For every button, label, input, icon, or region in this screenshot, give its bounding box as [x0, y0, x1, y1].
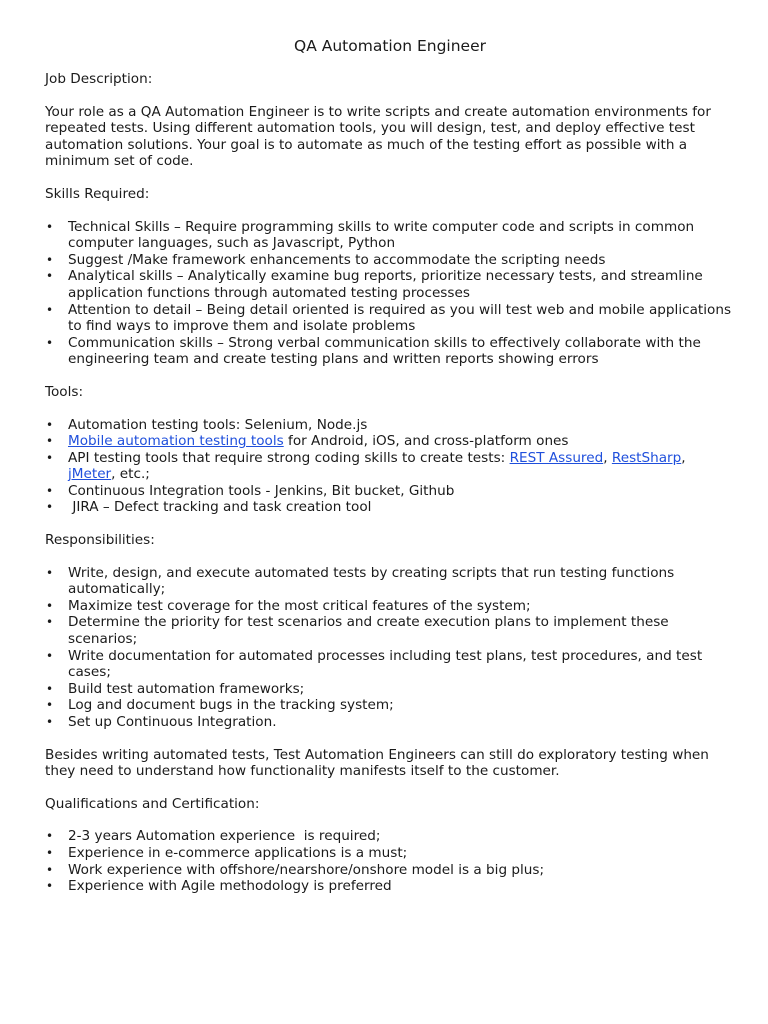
skills-list [45, 219, 735, 368]
skills-heading: Skills Required: [45, 185, 150, 202]
bullet-icon: • [46, 500, 54, 515]
bullet-icon: • [46, 302, 54, 317]
skill-item-text: Communication skills – Strong verbal communication skills to effectively collaborate with the engineering team and create testing plans and written reports showing errors [68, 334, 701, 368]
bullet-icon: • [46, 615, 54, 630]
tool-item-text: Automation testing tools: Selenium, Node.js [68, 416, 368, 433]
responsibilities-list [45, 565, 735, 731]
responsibility-item-text: Maximize test coverage for the most critical features of the system; [68, 597, 531, 614]
bullet-icon: • [46, 450, 54, 465]
list-item [45, 862, 735, 879]
list-item [45, 335, 735, 368]
responsibilities-heading: Responsibilities: [45, 532, 155, 549]
bullet-icon: • [46, 715, 54, 729]
list-item [45, 648, 735, 681]
list-item [45, 219, 735, 252]
tools-list [45, 417, 735, 517]
bullet-icon: • [46, 879, 54, 894]
tool-item-text: JIRA – Defect tracking and task creation tool [68, 499, 372, 516]
closing-paragraph: Besides writing automated tests, Test Automation Engineers can still do exploratory testing when they need to understand how functionality manifests itself to the customer. [45, 746, 709, 780]
qualifications-list [45, 828, 735, 894]
bullet-icon: • [46, 648, 54, 663]
separator-text: , [681, 449, 686, 466]
job-description-heading: Job Description: [45, 71, 153, 87]
separator-text: , [603, 449, 612, 466]
responsibility-item-text: Log and document bugs in the tracking system; [68, 697, 394, 714]
skill-item-text: Suggest /Make framework enhancements to accommodate the scripting needs [68, 251, 606, 268]
qualification-item-text: Experience in e-commerce applications is a must; [68, 844, 408, 861]
list-item [45, 483, 735, 500]
list-item [45, 252, 735, 269]
bullet-icon: • [46, 681, 54, 696]
document-page [45, 36, 735, 911]
list-item [45, 450, 735, 483]
bullet-icon: • [46, 845, 54, 860]
list-item [45, 828, 735, 845]
rest-assured-link[interactable]: REST Assured [509, 449, 604, 466]
skill-item-text: Attention to detail – Being detail oriented is required as you will test web and mobile applications to find ways to improve them and isolate problems [68, 301, 732, 335]
qualification-item-text: Work experience with offshore/nearshore/onshore model is a big plus; [68, 861, 545, 878]
restsharp-link[interactable]: RestSharp [611, 449, 682, 466]
list-item [45, 714, 735, 731]
bullet-icon: • [46, 565, 54, 580]
tools-heading: Tools: [45, 383, 84, 400]
mobile-automation-tools-link[interactable]: Mobile automation testing tools [68, 433, 284, 450]
list-item [45, 268, 735, 301]
list-item [45, 302, 735, 335]
list-item [45, 845, 735, 862]
job-description-text: Your role as a QA Automation Engineer is to write scripts and create automation environments for repeated tests. Using different automation tools, you will design, test, and deploy effective test automation solutions. Your goal is to automate as much of the testing effort as possible with a minimum set of code. [45, 103, 711, 170]
responsibility-item-text: Determine the priority for test scenarios and create execution plans to implement these scenarios; [68, 614, 669, 648]
document-title: QA Automation Engineer [294, 37, 486, 55]
bullet-icon: • [46, 252, 54, 267]
bullet-icon: • [46, 269, 54, 284]
tool-item-text: Continuous Integration tools - Jenkins, Bit bucket, Github [68, 482, 455, 499]
list-item [45, 565, 735, 598]
bullet-icon: • [46, 483, 54, 498]
bullet-icon: • [46, 698, 54, 713]
list-item [45, 878, 735, 895]
bullet-icon: • [46, 434, 54, 449]
bullet-icon: • [46, 335, 54, 350]
responsibility-item-text: Build test automation frameworks; [68, 680, 305, 697]
bullet-icon: • [46, 417, 54, 432]
list-item [45, 614, 735, 647]
list-item [45, 681, 735, 698]
tool-item-text: for Android, iOS, and cross-platform ones [283, 433, 569, 450]
qualification-item-text: Experience with Agile methodology is preferred [68, 878, 392, 895]
qualification-item-text: 2-3 years Automation experience is required; [68, 828, 381, 845]
responsibility-item-text: Write, design, and execute automated tests by creating scripts that run testing functions automatically; [68, 564, 675, 598]
responsibility-item-text: Set up Continuous Integration. [68, 714, 277, 730]
skill-item-text: Analytical skills – Analytically examine bug reports, prioritize necessary tests, and streamline application functions through automated testing processes [68, 268, 703, 301]
skill-item-text: Technical Skills – Require programming skills to write computer code and scripts in common computer languages, such as Javascript, Python [68, 218, 695, 252]
responsibility-item-text: Write documentation for automated processes including test plans, test procedures, and test cases; [68, 647, 703, 681]
tool-item-text: , etc.; [111, 466, 150, 483]
qualifications-heading: Qualifications and Certification: [45, 795, 260, 812]
list-item [45, 598, 735, 615]
list-item [45, 499, 735, 516]
bullet-icon: • [46, 862, 54, 877]
jmeter-link[interactable]: jMeter [68, 466, 112, 483]
list-item [45, 697, 735, 714]
bullet-icon: • [46, 598, 54, 613]
bullet-icon: • [46, 219, 54, 234]
bullet-icon: • [46, 829, 54, 844]
list-item [45, 417, 735, 434]
list-item [45, 433, 735, 450]
tool-item-text: API testing tools that require strong coding skills to create tests: [68, 449, 510, 466]
